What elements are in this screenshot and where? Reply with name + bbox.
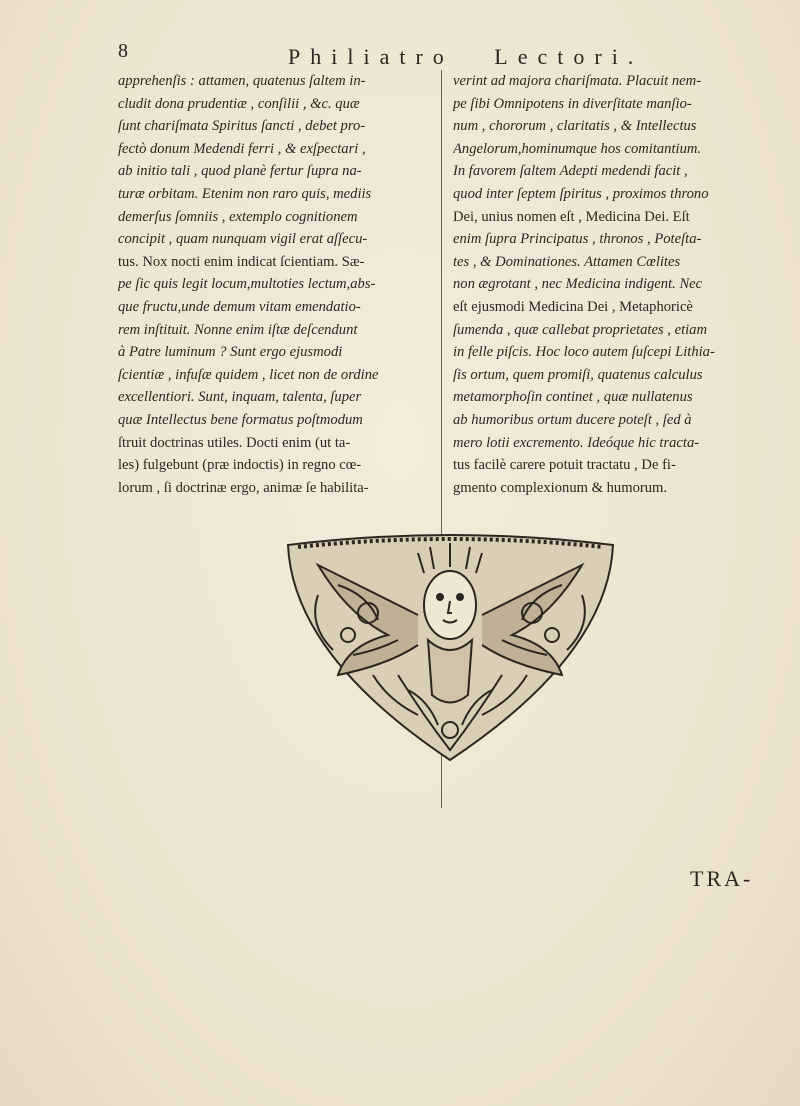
- left-column-line: turæ orbitam. Etenim non raro quis, mediis: [118, 185, 372, 202]
- right-column-line: ſumenda , quæ callebat proprietates , etiam: [453, 321, 708, 338]
- left-column-line: cludit dona prudentiæ , conſilii , &c. quæ: [118, 95, 360, 112]
- left-column-line: ſtruit doctrinas utiles. Docti enim (ut ta-: [118, 434, 351, 451]
- left-column-line: quæ Intellectus bene formatus poſtmodum: [118, 411, 363, 428]
- left-column-line: fectò donum Medendi ferri , & exſpectari ,: [118, 140, 366, 157]
- right-column-line: ab humoribus ortum ducere poteſt , ſed à: [453, 411, 692, 428]
- running-head: [288, 44, 644, 70]
- right-column-line: Angelorum,hominumque hos comitantium.: [453, 140, 702, 157]
- left-column-line: excellentiori. Sunt, inquam, talenta, ſuper: [118, 389, 362, 406]
- left-text-column: [118, 70, 438, 499]
- page-number: 8: [118, 40, 128, 62]
- left-column-line: tus. Nox nocti enim indicat ſcientiam. Sæ-: [118, 253, 365, 270]
- right-text-column: [453, 70, 783, 499]
- left-column-line: les) fulgebunt (præ indoctis) in regno cœ-: [118, 457, 362, 474]
- catchword: TRA-: [690, 866, 754, 891]
- right-column-line: gmento complexionum & humorum.: [453, 479, 668, 496]
- left-column-line: ſcientiæ , infuſæ quidem , licet non de ordine: [118, 366, 379, 383]
- right-column-line: eſt ejusmodi Medicina Dei , Metaphoricè: [453, 298, 693, 315]
- right-column-line: in felle piſcis. Hoc loco autem ſuſcepi Lithia-: [453, 344, 715, 361]
- left-column-line: pe ſic quis legit locum,multoties lectum,abs-: [118, 276, 376, 293]
- right-column-line: Dei, unius nomen eſt , Medicina Dei. Eſt: [453, 208, 690, 225]
- left-column-line: ab initio tali , quod planè fertur ſupra na-: [118, 163, 362, 180]
- right-column-line: In favorem ſaltem Adepti medendi facit ,: [453, 163, 688, 180]
- right-column-line: tus facilè carere potuit tractatu , De fi-: [453, 457, 676, 474]
- left-column-line: apprehenſis : attamen, quatenus ſaltem in-: [118, 73, 366, 89]
- left-column-line: lorum , ſi doctrinæ ergo, animæ ſe habilita-: [118, 479, 369, 496]
- right-column-line: tes , & Dominationes. Attamen Cœlites: [453, 253, 681, 270]
- left-column-line: demerſus ſomniis , extemplo cognitionem: [118, 208, 358, 225]
- right-column-line: quod inter ſeptem ſpiritus , proximos throno: [453, 185, 709, 202]
- woodcut-ornament-icon: [278, 525, 623, 765]
- running-head-word1: Philiatro: [288, 44, 454, 69]
- left-column-line: à Patre luminum ? Sunt ergo ejusmodi: [118, 344, 343, 361]
- left-column-line: rem inſtituit. Nonne enim iſtæ deſcendunt: [118, 321, 358, 338]
- right-column-line: non ægrotant , nec Medicina indigent. Nec: [453, 276, 703, 293]
- left-column-line: concipit , quam nunquam vigil erat aſſecu-: [118, 231, 368, 248]
- right-column-line: enim ſupra Principatus , thronos , Poteſta-: [453, 231, 702, 248]
- left-column-line: ſunt chariſmata Spiritus ſancti , debet pro-: [118, 118, 366, 135]
- right-column-line: metamorphoſin continet , quæ nullatenus: [453, 389, 693, 406]
- right-column-line: verint ad majora chariſmata. Placuit nem-: [453, 73, 702, 89]
- left-column-line: que fructu,unde demum vitam emendatio-: [118, 298, 361, 315]
- right-column-line: num , chororum , claritatis , & Intellectus: [453, 118, 697, 135]
- right-column-line: pe ſibi Omnipotens in diverſitate manſio-: [453, 95, 692, 112]
- running-head-word2: Lectori.: [494, 44, 644, 69]
- right-column-line: ſis ortum, quem promiſi, quatenus calculus: [453, 366, 703, 383]
- right-column-line: mero lotii excremento. Ideóque hic tracta-: [453, 434, 700, 451]
